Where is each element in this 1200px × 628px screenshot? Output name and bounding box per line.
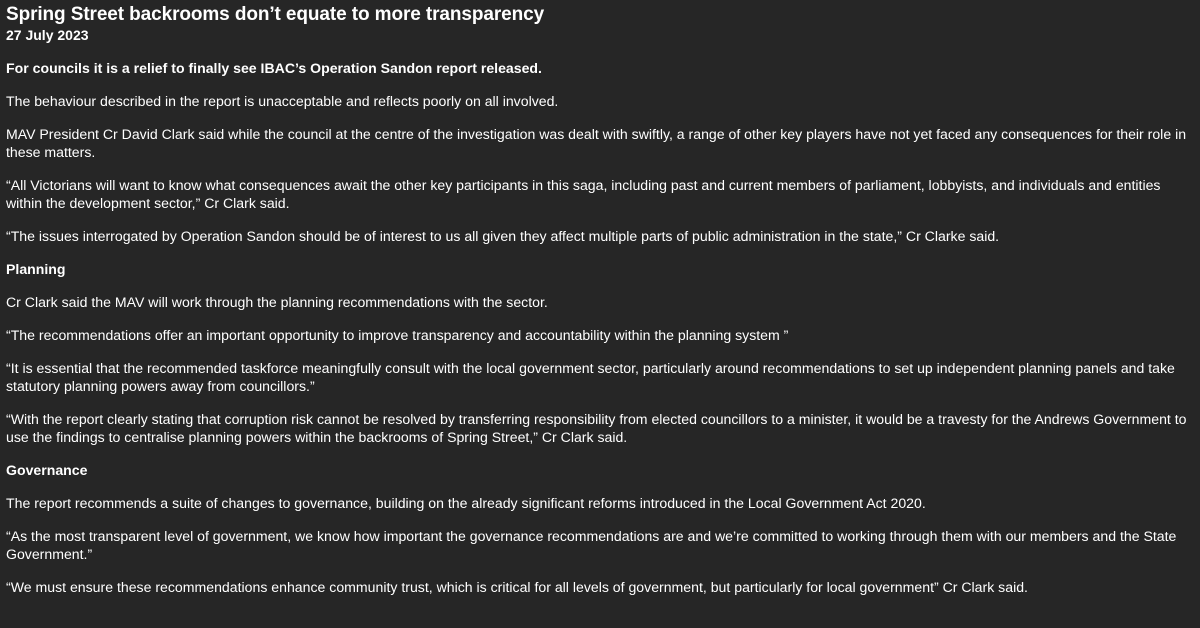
article-title: Spring Street backrooms don’t equate to more transparency	[6, 4, 545, 25]
paragraph: The behaviour described in the report is unacceptable and reflects poorly on all involved.	[6, 93, 559, 109]
section-heading-planning: Planning	[6, 261, 66, 277]
quote-paragraph: “We must ensure these recommendations enhance community trust, which is critical for all levels of government, but particularly for local government” Cr Clark said.	[6, 579, 1028, 595]
quote-paragraph: “With the report clearly stating that corruption risk cannot be resolved by transferring responsibility from elected councillors to a minister, it would be a travesty for the Andrews Government to use the findings to centralise planning powers within the backrooms of Spring Street,” Cr Clark said.	[6, 411, 1187, 445]
section-heading-governance: Governance	[6, 462, 88, 478]
quote-paragraph: “The recommendations offer an important opportunity to improve transparency and accountability within the planning system ”	[6, 327, 789, 343]
quote-paragraph: “It is essential that the recommended taskforce meaningfully consult with the local government sector, particularly around recommendations to set up independent planning panels and take statutory planning powers away from councillors.”	[6, 360, 1175, 394]
paragraph: Cr Clark said the MAV will work through the planning recommendations with the sector.	[6, 294, 548, 310]
quote-paragraph: “The issues interrogated by Operation Sandon should be of interest to us all given they affect multiple parts of public administration in the state,” Cr Clarke said.	[6, 228, 1000, 244]
article-date: 27 July 2023	[6, 27, 89, 43]
paragraph: The report recommends a suite of changes to governance, building on the already significant reforms introduced in the Local Government Act 2020.	[6, 495, 926, 511]
article-body	[6, 59, 1194, 596]
quote-paragraph: “As the most transparent level of government, we know how important the governance recommendations are and we’re committed to working through them with our members and the State Government.”	[6, 528, 1177, 562]
paragraph: MAV President Cr David Clark said while the council at the centre of the investigation was dealt with swiftly, a range of other key players have not yet faced any consequences for their role in these matters.	[6, 126, 1187, 160]
lead-paragraph: For councils it is a relief to finally see IBAC’s Operation Sandon report released.	[6, 60, 542, 76]
quote-paragraph: “All Victorians will want to know what consequences await the other key participants in this saga, including past and current members of parliament, lobbyists, and individuals and entities within the development sector,” Cr Clark said.	[6, 177, 1161, 211]
